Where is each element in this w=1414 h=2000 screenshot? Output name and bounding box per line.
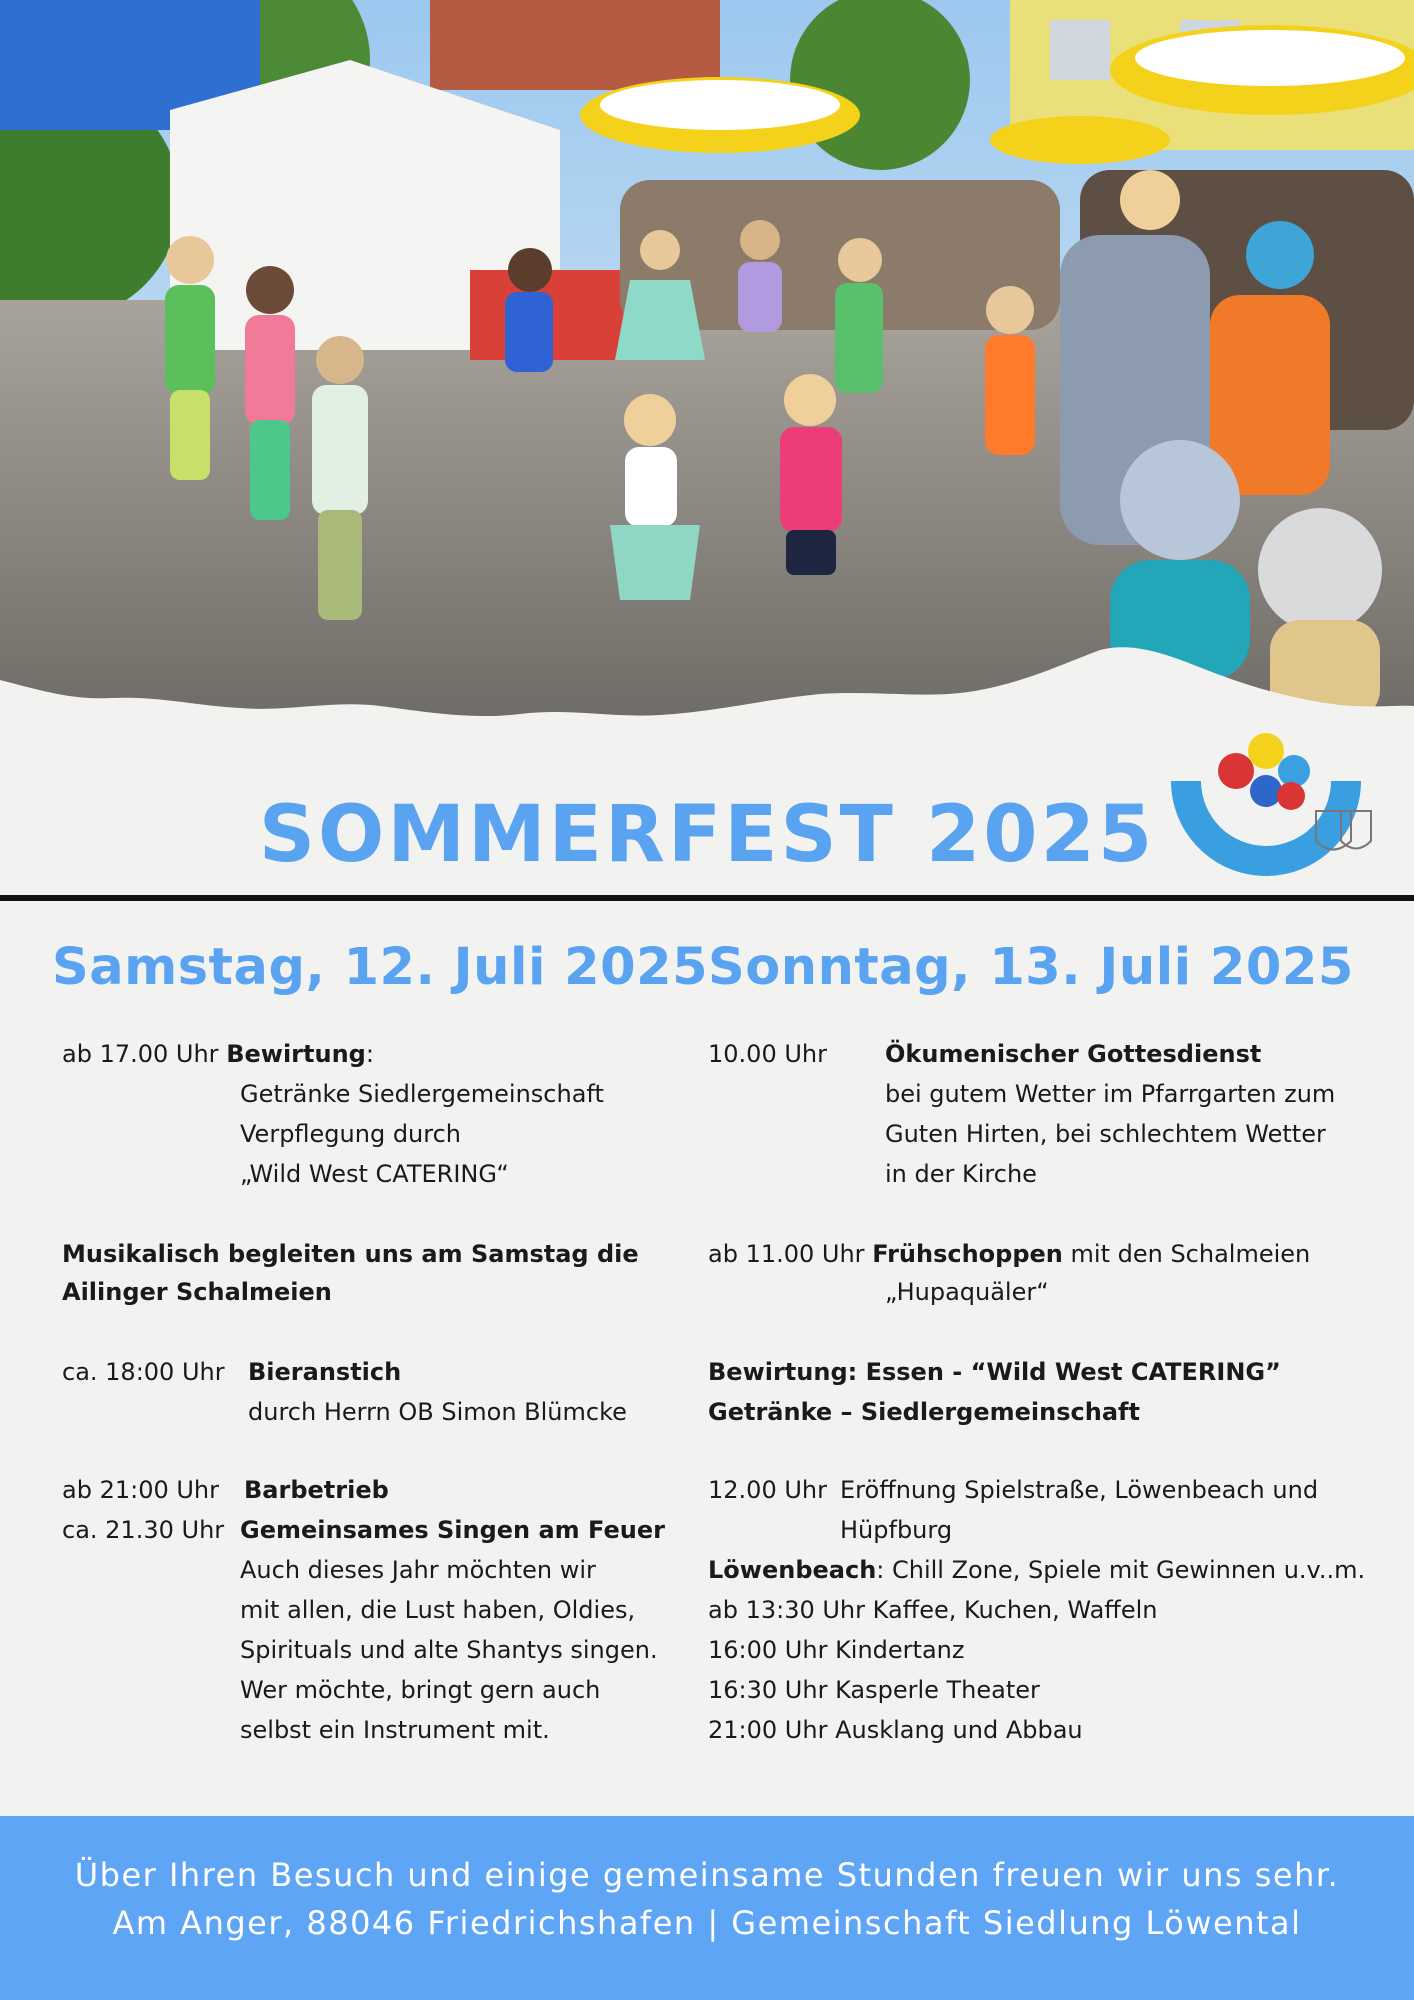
sat-event-barbetrieb-title: Barbetrieb [244, 1476, 389, 1504]
sat-event-singen-title: Gemeinsames Singen am Feuer [240, 1516, 665, 1544]
sun-schedule-item: 21:00 Uhr Ausklang und Abbau [708, 1716, 1083, 1744]
sun-event-fruehschoppen: ab 11.00 Uhr Frühschoppen mit den Schalmeien [708, 1240, 1311, 1268]
sat-event-catering: ab 17.00 Uhr Bewirtung: [62, 1040, 374, 1068]
sun-event-spielstrasse-time: 12.00 Uhr [708, 1476, 827, 1504]
event-time: ab 11.00 Uhr [708, 1240, 865, 1268]
sunday-heading: Sonntag, 13. Juli 2025 [708, 938, 1354, 997]
sat-singen-line-2: mit allen, die Lust haben, Oldies, [240, 1596, 636, 1624]
sun-schedule-item: 16:00 Uhr Kindertanz [708, 1636, 965, 1664]
sat-singen-line-5: selbst ein Instrument mit. [240, 1716, 550, 1744]
sat-bieranstich-detail: durch Herrn OB Simon Blümcke [248, 1398, 627, 1426]
sun-gottesdienst-line-1: bei gutem Wetter im Pfarrgarten zum [885, 1080, 1336, 1108]
footer-banner [0, 1816, 1414, 2000]
sat-event-barbetrieb-time: ab 21:00 Uhr [62, 1476, 220, 1504]
sun-event-spielstrasse-text: Eröffnung Spielstraße, Löwenbeach und [840, 1476, 1319, 1504]
sat-music-line-1: Musikalisch begleiten uns am Samstag die [62, 1240, 639, 1268]
sun-gottesdienst-line-2: Guten Hirten, bei schlechtem Wetter [885, 1120, 1326, 1148]
poster-title: SOMMERFEST 2025 [258, 790, 1156, 880]
header-photo [0, 0, 1414, 720]
event-time: ab 17.00 Uhr [62, 1040, 219, 1068]
sat-singen-line-4: Wer möchte, bringt gern auch [240, 1676, 601, 1704]
divider-line [0, 895, 1414, 901]
event-title: Bewirtung [226, 1040, 366, 1068]
footer-line-thanks: Über Ihren Besuch und einige gemeinsame Stunden freuen wir uns sehr. [74, 1856, 1340, 1894]
sun-catering-line-1: Bewirtung: Essen - “Wild West CATERING” [708, 1358, 1281, 1386]
sun-schedule-item: ab 13:30 Uhr Kaffee, Kuchen, Waffeln [708, 1596, 1158, 1624]
footer-line-address: Am Anger, 88046 Friedrichshafen | Gemeinschaft Siedlung Löwental [112, 1904, 1302, 1942]
sat-event-bieranstich [62, 1352, 225, 1392]
event-title: Frühschoppen [872, 1240, 1063, 1268]
sun-gottesdienst-line-3: in der Kirche [885, 1160, 1037, 1188]
sat-catering-line-3: „Wild West CATERING“ [240, 1160, 509, 1188]
sun-schedule-item: 16:30 Uhr Kasperle Theater [708, 1676, 1040, 1704]
sun-spielstrasse-line-1: Hüpfburg [840, 1516, 953, 1544]
sun-event-gottesdienst-time: 10.00 Uhr [708, 1040, 827, 1068]
sun-fruehschoppen-line-1: „Hupaquäler“ [885, 1278, 1049, 1306]
sat-event-singen-time: ca. 21.30 Uhr [62, 1516, 225, 1544]
event-time: ca. 18:00 Uhr [62, 1358, 225, 1386]
sat-music-line-2: Ailinger Schalmeien [62, 1278, 332, 1306]
loewenbeach-label: Löwenbeach [708, 1556, 877, 1584]
sat-catering-line-2: Verpflegung durch [240, 1120, 462, 1148]
sat-singen-line-3: Spirituals und alte Shantys singen. [240, 1636, 658, 1664]
sun-event-gottesdienst-title: Ökumenischer Gottesdienst [885, 1040, 1262, 1068]
event-title: Bieranstich [248, 1358, 402, 1386]
sat-catering-line-1: Getränke Siedlergemeinschaft [240, 1080, 604, 1108]
sat-singen-line-1: Auch dieses Jahr möchten wir [240, 1556, 596, 1584]
sun-loewenbeach: Löwenbeach: Chill Zone, Spiele mit Gewinnen u.v..m. [708, 1556, 1366, 1584]
saturday-heading: Samstag, 12. Juli 2025 [52, 938, 709, 997]
sun-catering-line-2: Getränke – Siedlergemeinschaft [708, 1398, 1140, 1426]
